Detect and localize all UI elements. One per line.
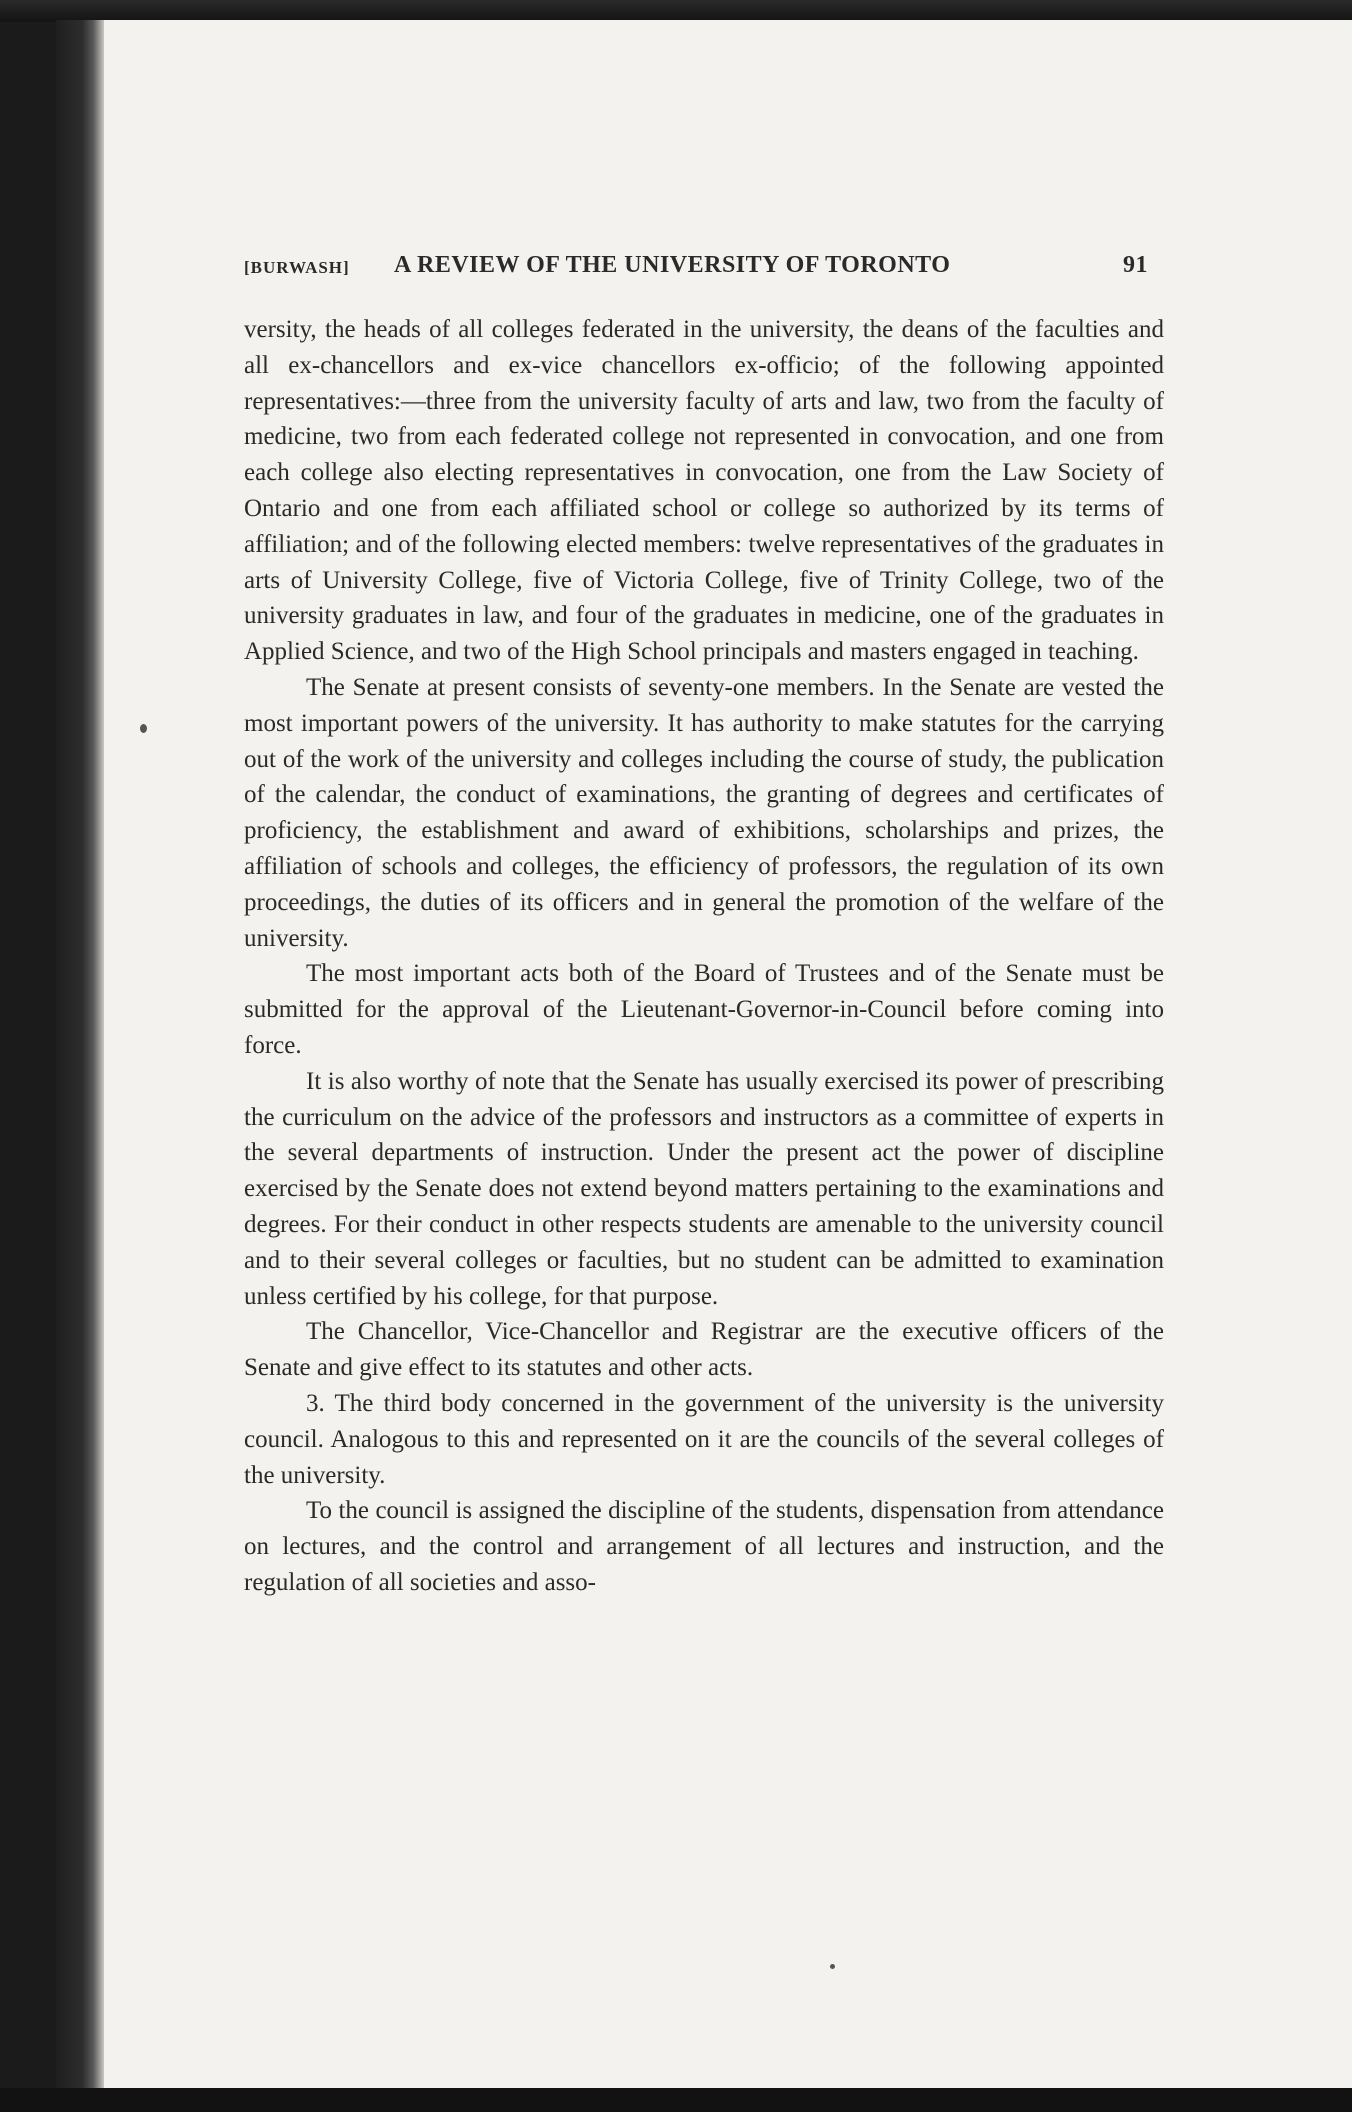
binding-shadow	[56, 20, 104, 2090]
header-title: A REVIEW OF THE UNIVERSITY OF TORONTO	[394, 252, 951, 278]
scan-bottom-edge	[0, 2088, 1352, 2112]
body-text	[244, 312, 1164, 1601]
paragraph: It is also worthy of note that the Senate has usually exercised its power of prescribing the curriculum on the advice of the professors and instructors as a committee of experts in the several departments of instruction. Under the present act the power of discipline exercised by the Senate does not extend beyond matters pertaining to the examinations and degrees. For their conduct in other respects students are amenable to the university council and to their several colleges or faculties, but no student can be admitted to examination unless certified by his college, for that purpose.	[244, 1067, 1164, 1310]
paragraph: The Chancellor, Vice-Chancellor and Registrar are the executive officers of the Senate and give effect to its statutes and other acts.	[244, 1318, 1164, 1382]
dust-speck	[830, 1964, 835, 1969]
paragraph: 3. The third body concerned in the government of the university is the university council. Analogous to this and represented on it are the councils of the several colleges of the university.	[244, 1389, 1164, 1489]
dust-speck	[140, 724, 147, 733]
page-number: 91	[1123, 252, 1148, 278]
paragraph: The Senate at present consists of seventy-one members. In the Senate are vested the most important powers of the university. It has authority to make statutes for the carrying out of the work of the university and colleges including the course of study, the publication of the calendar, the conduct of examinations, the granting of degrees and certificates of proficiency, the establishment and award of exhibitions, scholarships and prizes, the affiliation of schools and colleges, the efficiency of professors, the regulation of its own proceedings, the duties of its officers and in general the promotion of the welfare of the university.	[244, 673, 1164, 952]
paragraph: The most important acts both of the Board of Trustees and of the Senate must be submitted for the approval of the Lieutenant-Governor-in-Council before coming into force.	[244, 960, 1164, 1059]
scan-top-edge	[0, 0, 1352, 22]
paragraph: versity, the heads of all colleges federated in the university, the deans of the faculties and all ex-chancellors and ex-vice chancellors ex-officio; of the following appointed representatives:—three from the university faculty of arts and law, two from the faculty of medicine, two from each federated college not represented in convocation, and one from each college also electing representatives in convocation, one from the Law Society of Ontario and one from each affiliated school or college so authorized by its terms of affiliation; and of the following elected members: twelve representatives of the graduates in arts of University College, five of Victoria College, five of Trinity College, two of the university graduates in law, and four of the graduates in medicine, one of the graduates in Applied Science, and two of the High School principals and masters engaged in teaching.	[244, 316, 1164, 666]
paragraph: To the council is assigned the discipline of the students, dispensation from attendance on lectures, and the control and arrangement of all lectures and instruction, and the regulation of all societies and asso-	[244, 1497, 1164, 1596]
header-author: [BURWASH]	[244, 258, 350, 277]
running-header	[244, 252, 1164, 292]
